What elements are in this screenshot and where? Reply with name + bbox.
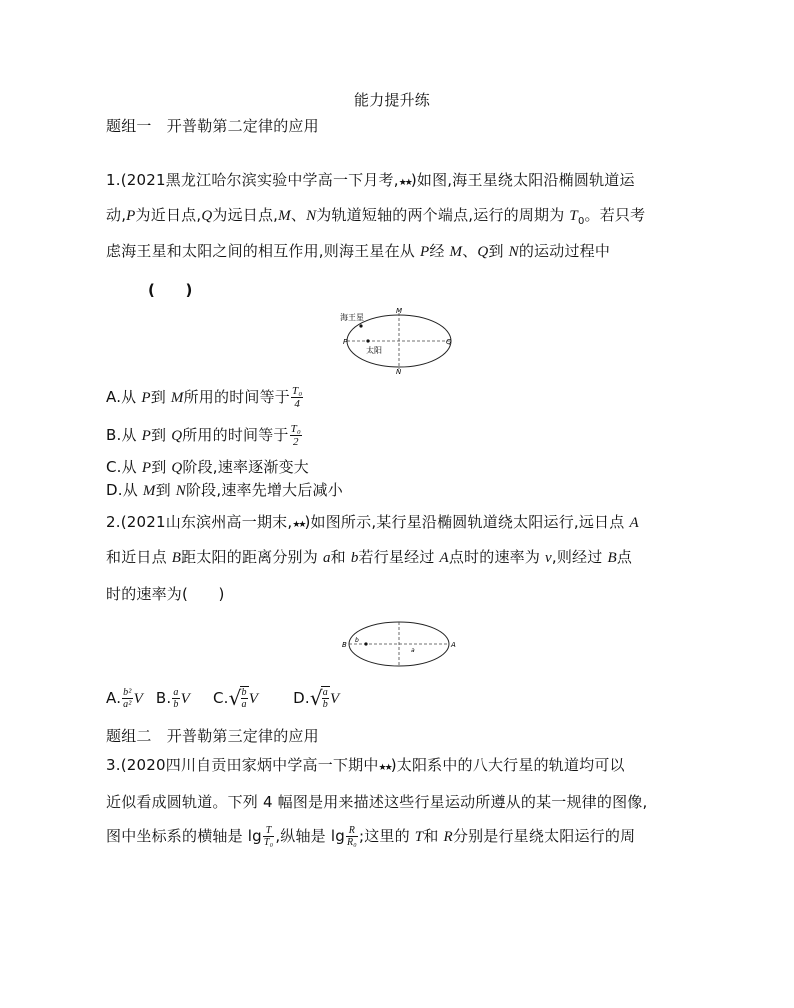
var-p: P — [141, 428, 152, 444]
difficulty-stars-icon: ★★ — [378, 763, 391, 773]
numerator: a — [173, 686, 179, 698]
q3-line3 — [106, 825, 635, 848]
answer-blank: ( ) — [148, 281, 193, 299]
subscript: 0 — [577, 216, 585, 227]
q2-text: 和近日点 — [106, 548, 172, 566]
q2-text: 点 — [616, 548, 633, 566]
group-two-heading: 题组二 开普勒第三定律的应用 — [106, 727, 319, 745]
numerator: b — [241, 687, 247, 698]
q-label: Q — [446, 338, 452, 346]
option-text: 到 — [150, 388, 171, 406]
var-v: V — [248, 690, 259, 707]
sun-dot — [364, 642, 367, 645]
var-m: M — [449, 244, 463, 260]
sun-label: 太阳 — [366, 346, 382, 355]
q1-option-a[interactable] — [106, 385, 304, 410]
q1-text: 经 — [429, 242, 450, 260]
var-a-point: A — [629, 515, 639, 531]
sun-dot — [366, 339, 369, 342]
b-distance-label: b — [355, 637, 359, 644]
q3-text: )太阳系中的八大行星的轨道均可以 — [390, 756, 625, 774]
q3-text: 分别是行星绕太阳运行的周 — [452, 827, 636, 845]
n-label: N — [396, 368, 402, 375]
numerator: T₀ — [292, 385, 303, 397]
fraction — [346, 825, 358, 848]
sqrt-icon: √ $\frac{a}{b}$ — [309, 686, 328, 710]
option-text: 到 — [151, 458, 172, 476]
q1-text: 。若只考 — [584, 206, 646, 224]
fraction — [241, 687, 248, 710]
numerator: b² — [123, 686, 132, 698]
fraction — [172, 687, 179, 710]
a-point-label: A — [451, 641, 456, 649]
denominator: 4 — [294, 398, 301, 410]
var-p: P — [141, 460, 152, 476]
q1-line2 — [106, 205, 645, 232]
option-text: 所用的时间等于 — [182, 426, 289, 444]
q1-text: 动, — [106, 206, 127, 224]
neptune-orbit-diagram — [330, 305, 465, 375]
p-label: P — [343, 338, 348, 346]
q2-option-b[interactable] — [155, 686, 195, 710]
denominator: 2 — [292, 436, 299, 448]
section-title: 能力提升练 — [354, 91, 431, 109]
q1-text: 到 — [488, 242, 509, 260]
q2-line3: 时的速率为( ) — [106, 585, 225, 603]
var-m: M — [278, 208, 291, 224]
denominator: R₀ — [346, 837, 357, 848]
var-r: R — [443, 829, 453, 845]
a-distance-label: a — [411, 647, 415, 654]
denominator: a² — [123, 698, 132, 710]
var-t: T — [414, 829, 424, 845]
q2-line1 — [106, 512, 639, 535]
q3-text: ;这里的 — [358, 827, 415, 845]
var-m: M — [170, 390, 184, 406]
var-t: T — [569, 208, 578, 224]
q1-source: (2021黑龙江哈尔滨实验中学高一下月考, — [120, 171, 399, 189]
m-label: M — [396, 307, 403, 315]
q2-option-a[interactable] — [106, 686, 148, 710]
group-one-heading: 题组一 开普勒第二定律的应用 — [106, 117, 319, 135]
var-b: b — [350, 550, 359, 566]
q2-option-d[interactable] — [293, 686, 340, 710]
option-text: 到 — [155, 481, 176, 499]
numerator: T — [263, 825, 274, 837]
option-text: 到 — [151, 426, 172, 444]
var-a: a — [322, 550, 331, 566]
option-label: B. — [155, 688, 172, 707]
denominator: b — [173, 698, 179, 710]
option-text: 阶段,速率先增大后减小 — [185, 481, 343, 499]
option-text: 阶段,速率逐渐变大 — [182, 458, 309, 476]
q1-text: 虑海王星和太阳之间的相互作用,则海王星在从 — [106, 242, 420, 260]
fraction — [122, 687, 132, 710]
q2-source: (2021山东滨州高一期末, — [120, 513, 293, 531]
var-q: Q — [201, 208, 213, 224]
q2-text: 点时的速率为 — [448, 548, 546, 566]
planet-orbit-diagram — [337, 616, 459, 672]
q1-text: )如图,海王星绕太阳沿椭圆轨道运 — [410, 171, 635, 189]
q3-text: 图中坐标系的横轴是 lg — [106, 827, 262, 845]
q2-text: )如图所示,某行星沿椭圆轨道绕太阳运行,远日点 — [304, 513, 630, 531]
option-label: D.从 — [106, 481, 143, 499]
q3-source: (2020四川自贡田家炳中学高一下期中 — [120, 756, 379, 774]
q2-text: 和 — [330, 548, 351, 566]
q1-option-b[interactable] — [106, 423, 303, 448]
var-n: N — [306, 208, 317, 224]
q1-line1 — [106, 170, 635, 193]
option-label: C. — [212, 688, 229, 707]
neptune-dot — [359, 324, 362, 327]
var-v: V — [180, 690, 190, 707]
option-text: 所用的时间等于 — [183, 388, 290, 406]
q1-text: 为近日点, — [135, 206, 202, 224]
q1-option-c[interactable] — [106, 457, 309, 478]
option-label: D. — [293, 688, 310, 707]
var-b-point: B — [171, 550, 182, 566]
planet-label: 海王星 — [340, 313, 364, 322]
difficulty-stars-icon: ★★ — [398, 178, 411, 188]
var-a-point: A — [439, 550, 449, 566]
denominator: a — [241, 699, 247, 710]
denominator: b — [322, 699, 328, 710]
q1-text: 为远日点, — [212, 206, 279, 224]
q2-options — [106, 686, 339, 722]
b-point-label: B — [342, 641, 347, 649]
var-v: V — [329, 690, 340, 707]
q3-number: 3. — [106, 756, 121, 774]
q1-text: 、 — [290, 206, 307, 224]
fraction — [263, 825, 274, 848]
q1-option-d[interactable] — [106, 480, 343, 501]
var-p: P — [141, 390, 151, 406]
q1-text: 的运动过程中 — [518, 242, 611, 260]
numerator: R — [346, 825, 358, 837]
fraction — [322, 687, 329, 710]
var-b-point: B — [607, 550, 617, 566]
q3-text: 和 — [423, 827, 444, 845]
fraction — [291, 385, 303, 410]
var-p: P — [126, 208, 136, 224]
var-v: v — [545, 550, 552, 566]
numerator: a — [322, 687, 328, 698]
var-q: Q — [171, 460, 183, 476]
var-n: N — [175, 483, 186, 499]
option-label: B.从 — [106, 426, 142, 444]
q1-text: 、 — [462, 242, 478, 260]
var-q: Q — [477, 244, 489, 260]
numerator: T₀ — [290, 423, 301, 435]
q1-line3 — [106, 241, 610, 262]
option-label: A.从 — [106, 388, 142, 406]
fraction — [290, 423, 302, 448]
q2-option-c[interactable] — [212, 686, 263, 710]
var-q: Q — [171, 428, 183, 444]
q3-text: ,纵轴是 lg — [275, 827, 345, 845]
q2-line2 — [106, 547, 632, 568]
var-v: V — [133, 690, 143, 707]
q3-line2: 近似看成圆轨道。下列 4 幅图是用来描述这些行星运动所遵从的某一规律的图像, — [106, 793, 648, 811]
difficulty-stars-icon: ★★ — [292, 520, 305, 530]
option-label: A. — [106, 688, 122, 707]
q1-text: 为轨道短轴的两个端点,运行的周期为 — [316, 206, 570, 224]
denominator: T₀ — [263, 837, 274, 848]
q2-text: 若行星经过 — [358, 548, 440, 566]
q2-number: 2. — [106, 513, 121, 531]
q3-line1 — [106, 755, 625, 778]
q2-text: ,则经过 — [551, 548, 608, 566]
var-m: M — [142, 483, 156, 499]
var-n: N — [508, 244, 519, 260]
q1-number: 1. — [106, 171, 121, 189]
q2-text: 距太阳的距离分别为 — [181, 548, 323, 566]
var-p: P — [419, 244, 430, 260]
sqrt-icon: √ $\frac{b}{a}$ — [228, 686, 247, 710]
option-label: C.从 — [106, 458, 142, 476]
